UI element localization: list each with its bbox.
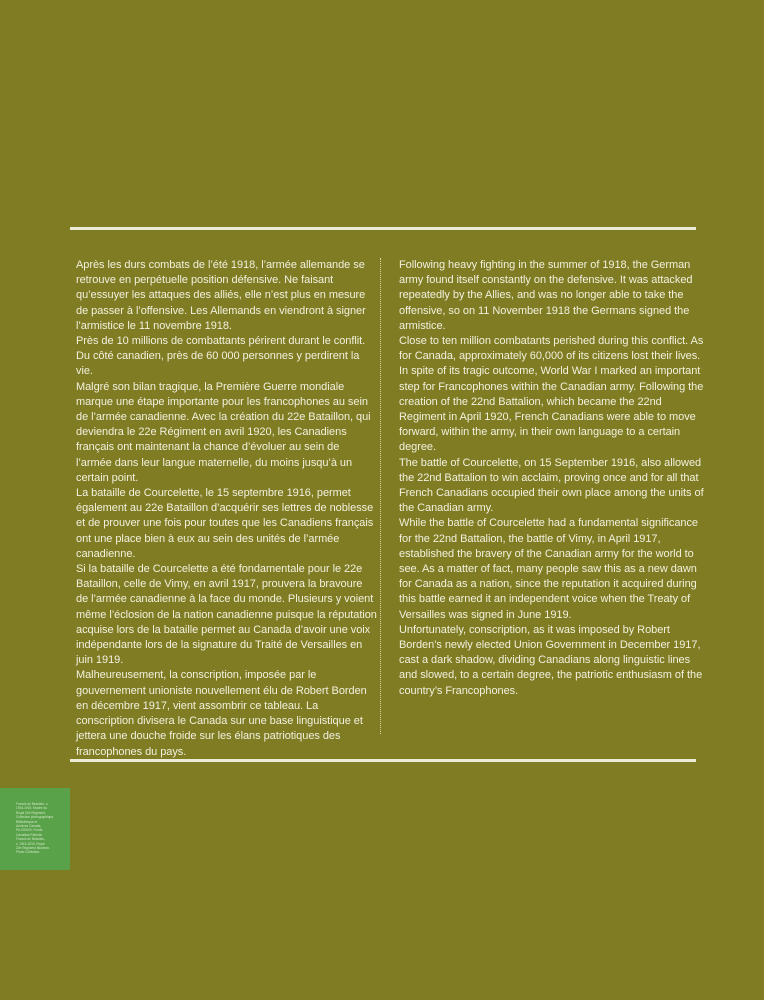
caption-line: Canadian Patriotic — [16, 832, 43, 837]
bottom-divider-rule — [70, 759, 696, 762]
english-paragraph: Following heavy fighting in the summer of 1918, the German army found itself constantly on the defensive. It was attacked repeatedly by the Allies, and was no longer able to take the offensive, so on 11 November 1918 the Germans signed the armistice. — [399, 259, 693, 332]
caption-line: c. 1915-1919. Royal — [16, 841, 45, 846]
english-paragraph: In spite of its tragic outcome, World War I marked an important step for Francophones within the Canadian army. Following the creation of the 22nd Battalion, which became the 22nd Regiment in April 1920, French Canadians were able to move forward, within the army, in their own language to a certain degree. — [399, 365, 704, 454]
french-paragraph: Malheureusement, la conscription, imposée par le gouvernement unioniste nouvellement élu de Robert Borden en décembre 1917, vient assombrir ce tableau. La conscription divisera le Canada sur une base linguistique et jettera une douche froide sur les élans patriotiques des francophones du pays. — [76, 669, 367, 758]
caption-line: Francis de Beaulieu, c. — [16, 802, 49, 806]
english-paragraph: Close to ten million combatants perished during this conflict. As for Canada, approximately 60,000 of its citizens lost their lives. — [399, 335, 704, 363]
caption-line: Francis de Beaulieu, — [16, 837, 46, 842]
photo-credit-text — [16, 802, 66, 855]
french-paragraph: Après les durs combats de l’été 1918, l’armée allemande se retrouve en perpétuelle position défensive. Ne faisant qu’essuyer les attaques des alliés, elle n’est plus en mesure de passer à l’offensive. Les Allemands en viendront à signer l’armistice le 11 novembre 1918. — [76, 259, 366, 332]
caption-line: Archives Canada, — [16, 824, 42, 829]
caption-line: Royal 22e Régiment. — [16, 810, 46, 815]
french-paragraph: Près de 10 millions de combattants périrent durant le conflit. Du côté canadien, près de 60 000 personnes y perdirent la vie. — [76, 335, 366, 378]
french-paragraph: Malgré son bilan tragique, la Première Guerre mondiale marque une étape importante pour les francophones au sein de l’armée canadienne. Avec la création du 22e Bataillon, qui deviendra le 22e Régiment en avril 1920, les Canadiens français ont maintenant la chance d’évoluer au sein de l’armée dans leur langue maternelle, du moins jusqu’à un certain point. — [76, 380, 371, 484]
top-divider-rule — [70, 227, 696, 230]
caption-line: Photo Collection. — [16, 850, 41, 855]
caption-line: PA-000000. Fonds — [16, 828, 43, 833]
caption-line: Collection photographique. — [16, 815, 54, 820]
caption-line: 22e Regiment Museum. — [16, 846, 50, 851]
english-paragraph: The battle of Courcelette, on 15 September 1916, also allowed the 22nd Battalion to win acclaim, proving once and for all that French Canadians occupied their own place among the units of the Canadian army. — [399, 456, 704, 515]
french-paragraph: La bataille de Courcelette, le 15 septembre 1916, permet également au 22e Bataillon d’acquérir ses lettres de noblesse et de prouver une fois pour toutes que les Canadiens français ont une place bien à eux au sein des unités de l’armée canadienne. — [76, 487, 374, 560]
english-paragraph: While the battle of Courcelette had a fundamental significance for the 22nd Battalion, the battle of Vimy, in April 1917, established the bravery of the Canadian army for the world to see. As a matter of fact, many people saw this as a new dawn for Canada as a nation, since the reputation it acquired during this battle earned it an independent voice when the Treaty of Versailles was signed in June 1919. — [399, 517, 698, 621]
french-paragraph: Si la bataille de Courcelette a été fondamentale pour le 22e Bataillon, celle de Vimy, en avril 1917, prouvera la bravoure de l’armée canadienne à la face du monde. Plusieurs y voient même l’éclosion de la nation canadienne puisque la réputation acquise lors de la bataille permet au Canada d’avoir une voix indépendante lors de la signature du Traité de Versailles en juin 1919. — [76, 563, 377, 667]
english-text-column — [399, 258, 711, 699]
caption-line: Bibliothèque et — [16, 819, 38, 824]
caption-line: 1915-1919. Musée du — [16, 806, 48, 811]
english-paragraph: Unfortunately, conscription, as it was imposed by Robert Borden’s newly elected Union Government in December 1917, cast a dark shadow, dividing Canadians along linguistic lines and slowed, to a certain degree, the patriotic enthusiasm of the country’s Francophones. — [399, 623, 703, 697]
french-text-column — [76, 258, 377, 760]
photo-credit-box — [0, 788, 70, 870]
column-dotted-divider — [380, 258, 381, 734]
